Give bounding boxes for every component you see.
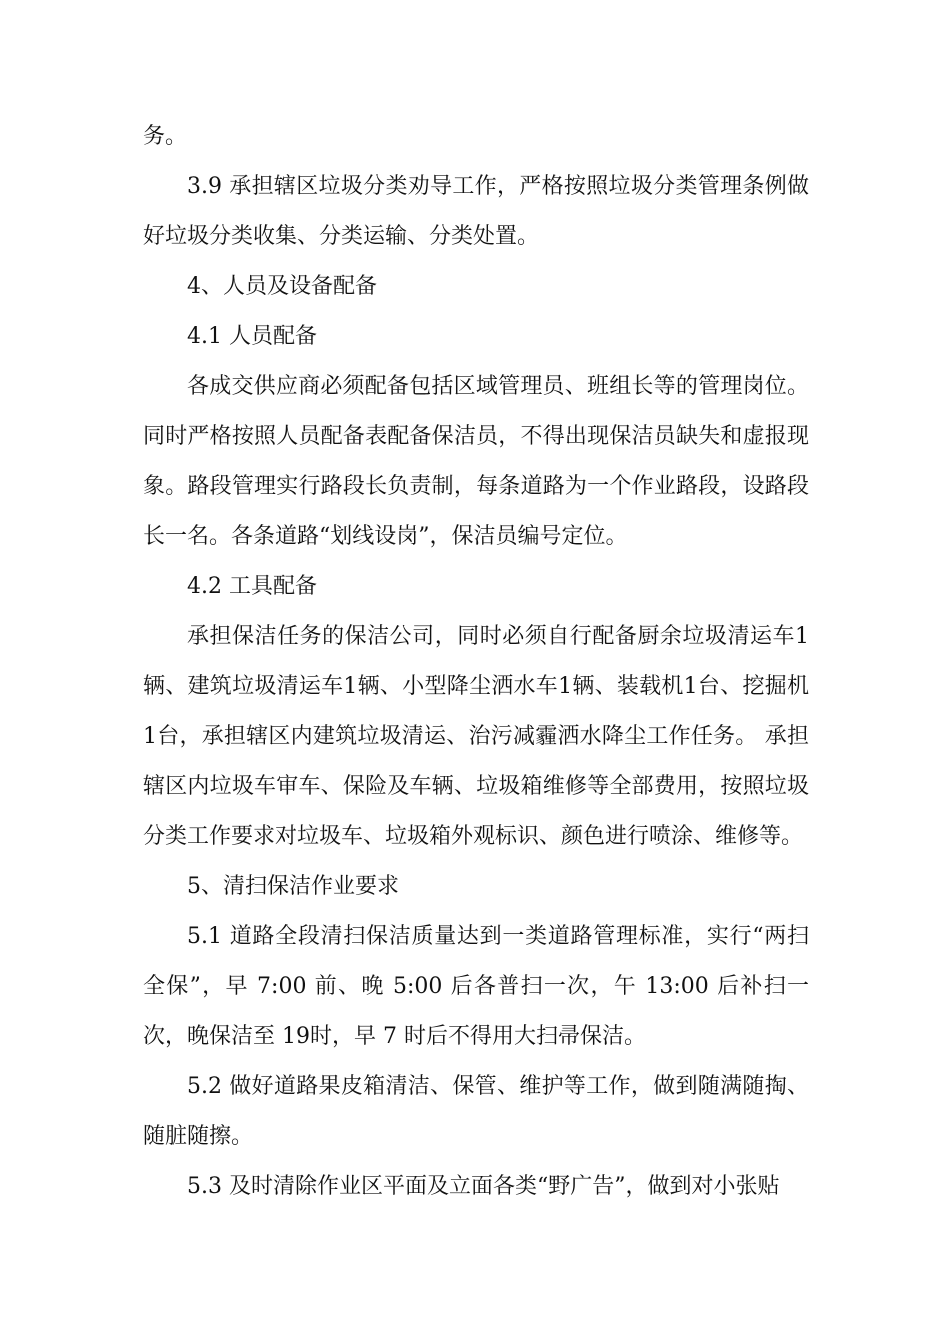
- paragraph-5-1: 5.1 道路全段清扫保洁质量达到一类道路管理标准，实行“两扫全保”，早 7:00 前、晚 5:00 后各普扫一次，午 13:00 后补扫一次，晚保洁至 19时，早 7 时后不得用大扫帚保洁。: [143, 924, 809, 1049]
- paragraph-continuation: 务。: [143, 124, 188, 149]
- paragraph-5-2: 5.2 做好道路果皮箱清洁、保管、维护等工作，做到随满随掏、随脏随擦。: [143, 1074, 809, 1149]
- document-body: [143, 112, 809, 1212]
- paragraph-staffing: 各成交供应商必须配备包括区域管理员、班组长等的管理岗位。同时严格按照人员配备表配备保洁员，不得出现保洁员缺失和虚报现象。路段管理实行路段长负责制，每条道路为一个作业路段，设路段长一名。各条道路“划线设岗”，保洁员编号定位。: [143, 374, 809, 549]
- subsection-heading-4-1: 4.1 人员配备: [187, 324, 317, 349]
- paragraph-5-3: 5.3 及时清除作业区平面及立面各类“野广告”，做到对小张贴: [187, 1174, 780, 1199]
- section-heading-4: 4、人员及设备配备: [187, 274, 377, 299]
- paragraph-equipment: 承担保洁任务的保洁公司，同时必须自行配备厨余垃圾清运车1辆、建筑垃圾清运车1辆、小型降尘洒水车1辆、装载机1台、挖掘机1台，承担辖区内建筑垃圾清运、治污减霾洒水降尘工作任务。 承担辖区内垃圾车审车、保险及车辆、垃圾箱维修等全部费用，按照垃圾分类工作要求对垃圾车、垃圾箱外观标识、颜色进行喷涂、维修等。: [143, 624, 809, 849]
- section-heading-5: 5、清扫保洁作业要求: [187, 874, 399, 899]
- subsection-heading-4-2: 4.2 工具配备: [187, 574, 317, 599]
- paragraph-3-9: 3.9 承担辖区垃圾分类劝导工作，严格按照垃圾分类管理条例做好垃圾分类收集、分类运输、分类处置。: [143, 174, 809, 249]
